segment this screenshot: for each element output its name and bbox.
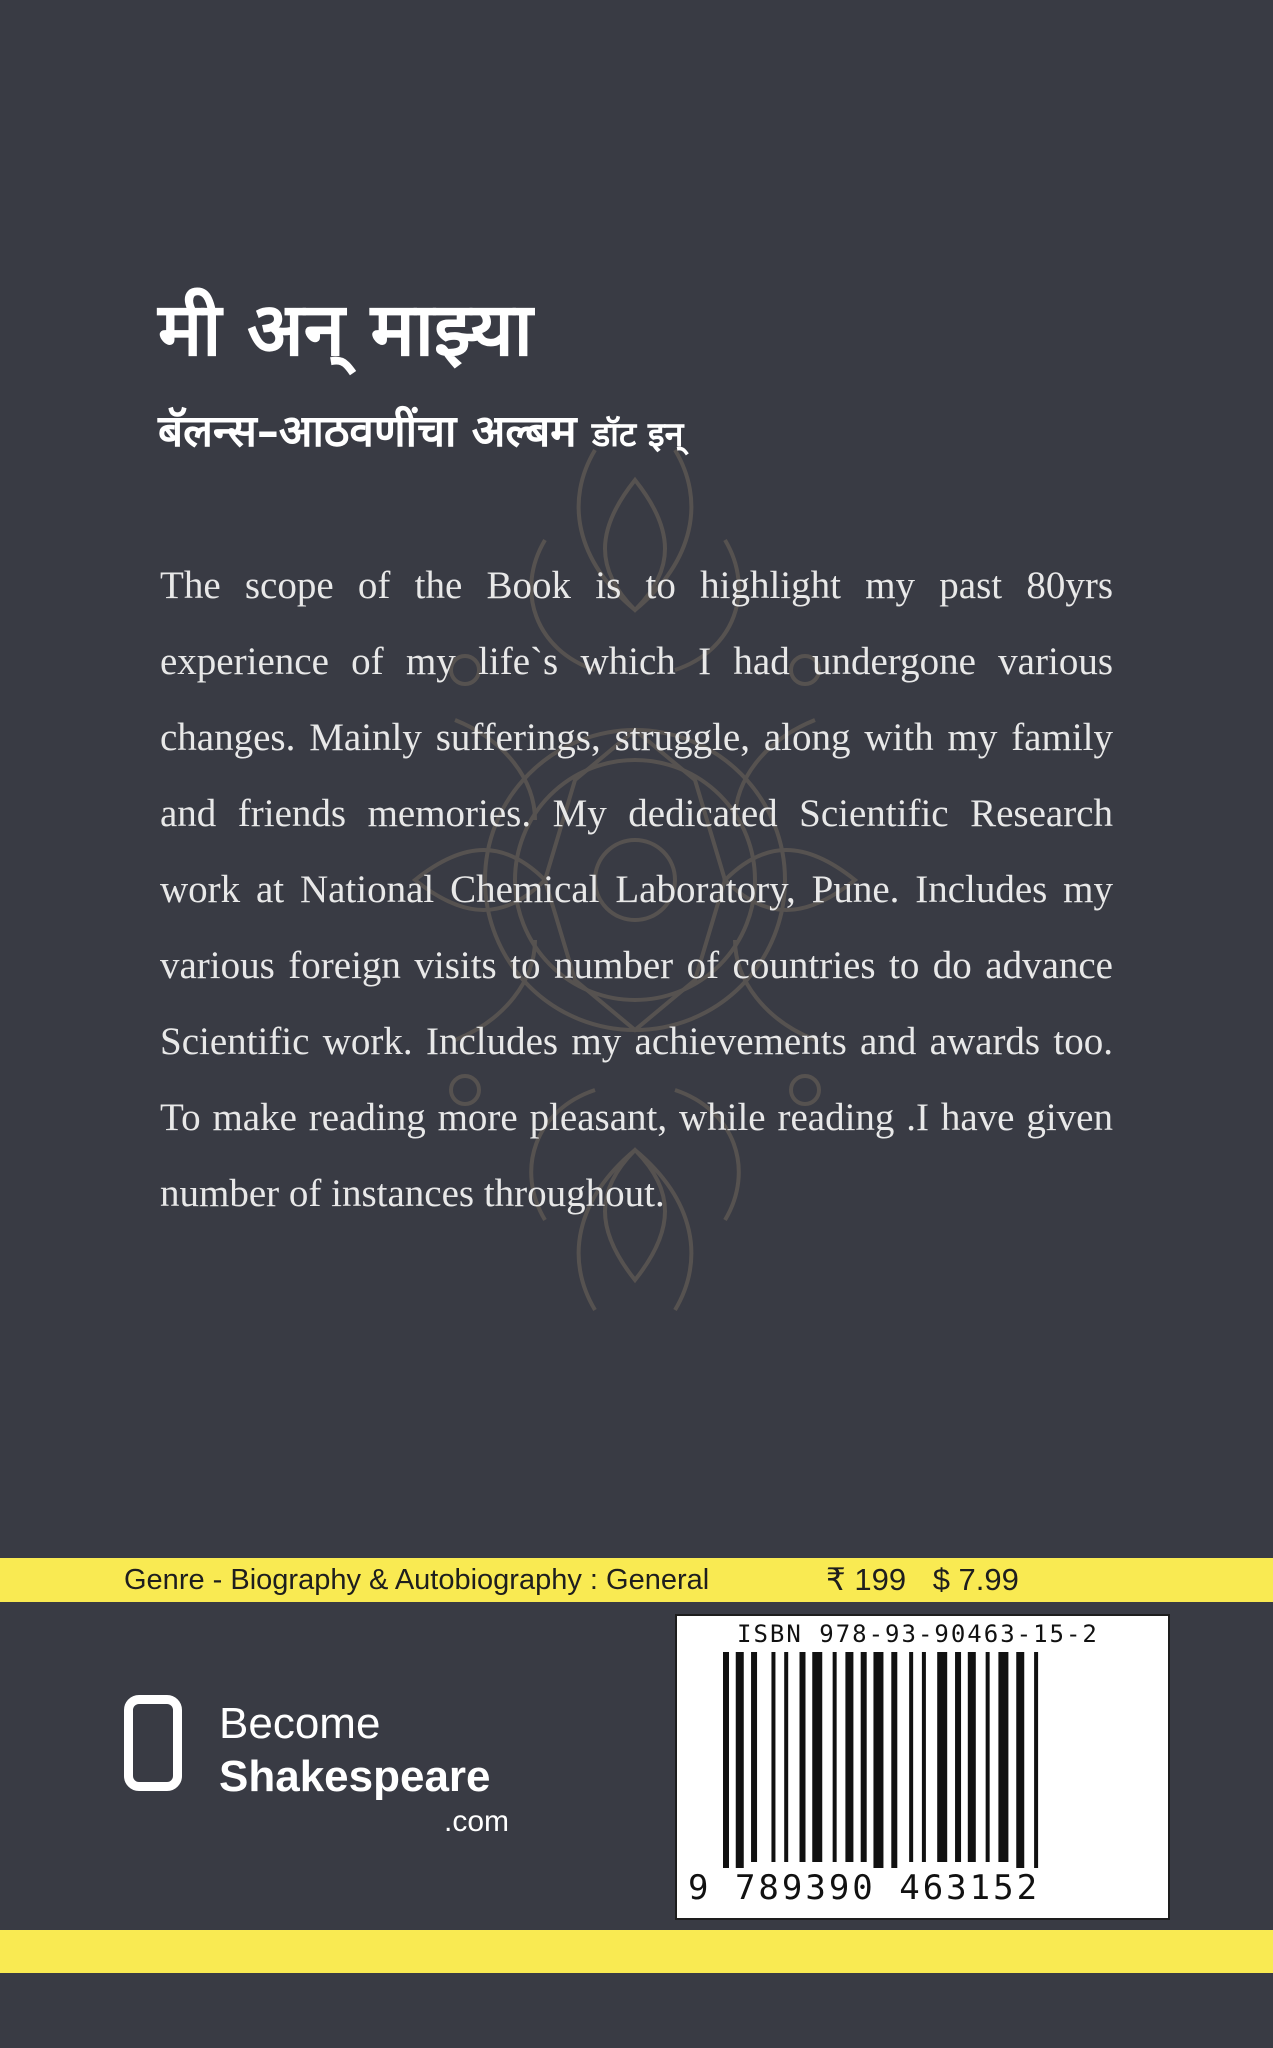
price-inr: ₹ 199 bbox=[826, 1562, 907, 1597]
barcode-bar bbox=[1034, 1652, 1038, 1889]
barcode-bar bbox=[891, 1652, 897, 1889]
barcode-bar bbox=[845, 1652, 853, 1862]
price-usd: $ 7.99 bbox=[932, 1562, 1019, 1597]
barcode-digits: 9 789390 463152 bbox=[688, 1868, 1041, 1908]
barcode-bar bbox=[937, 1652, 947, 1862]
barcode-bar bbox=[955, 1652, 961, 1862]
bottom-band bbox=[0, 1930, 1273, 1973]
barcode-bar bbox=[922, 1652, 926, 1862]
subtitle-main: बॅलन्स–आठवणींचा अल्बम bbox=[158, 406, 577, 457]
barcode-bar bbox=[861, 1652, 867, 1862]
barcode-bar bbox=[986, 1652, 990, 1862]
barcode-bar bbox=[812, 1652, 822, 1862]
barcode-bar bbox=[833, 1652, 837, 1862]
publisher-logo-line1: Become bbox=[219, 1699, 381, 1748]
barcode-bar bbox=[723, 1652, 729, 1889]
book-description: The scope of the Book is to highlight my past 80yrs experience of my life`s which I had undergone various changes. Mainly sufferings, struggle, along with my family and friends memories. My dedicated Scientific Research work at National Chemical Laboratory, Pune. Includes my various foreign visits to number of countries to do advance Scientific work. Includes my achievements and awards too. To make reading more pleasant, while reading .I have given number of instances throughout. bbox=[160, 564, 1113, 1215]
barcode-bar bbox=[784, 1652, 788, 1862]
publisher-logo-line3: .com bbox=[444, 1805, 510, 1838]
barcode-bar bbox=[1016, 1652, 1024, 1889]
barcode-bar bbox=[736, 1652, 744, 1889]
subtitle-suffix: डॉट इन् bbox=[591, 415, 684, 455]
barcode-bar bbox=[800, 1652, 806, 1862]
barcode-bar bbox=[873, 1652, 883, 1889]
price-label bbox=[826, 1558, 1019, 1602]
phone-outline-icon bbox=[124, 1695, 182, 1791]
publisher-logo-line2: Shakespeare bbox=[219, 1752, 491, 1801]
book-title: मी अन् माझ्या bbox=[158, 287, 533, 373]
barcode-bar bbox=[968, 1652, 976, 1862]
barcode-bar bbox=[751, 1652, 757, 1862]
barcode-icon bbox=[723, 1652, 1148, 1889]
barcode-bar bbox=[998, 1652, 1008, 1862]
barcode-bar bbox=[909, 1652, 913, 1862]
barcode-bar bbox=[771, 1652, 775, 1862]
genre-label: Genre - Biography & Autobiography : General bbox=[124, 1564, 710, 1596]
book-subtitle bbox=[158, 402, 684, 465]
isbn-label: ISBN 978-93-90463-15-2 bbox=[737, 1620, 1099, 1648]
